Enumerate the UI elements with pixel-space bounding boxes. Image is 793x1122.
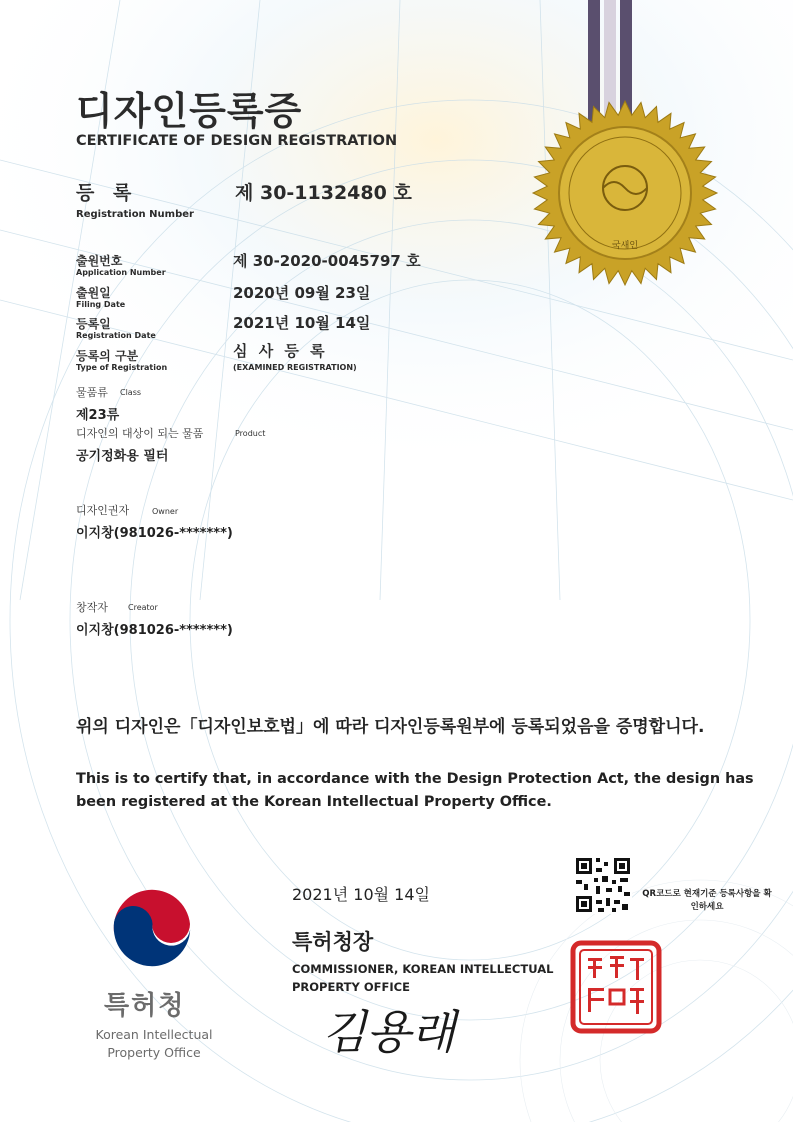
gold-seal <box>530 98 720 288</box>
owner-label: 디자인권자 <box>76 504 130 517</box>
class-label: 물품류 <box>76 386 108 399</box>
creator-value: 이지창(981026-*******) <box>76 623 233 638</box>
issue-date: 2021년 10월 14일 <box>292 885 430 904</box>
reg-date-label: 등록일 <box>76 317 111 331</box>
qr-code-icon[interactable] <box>574 856 632 914</box>
commissioner-english: COMMISSIONER, KOREAN INTELLECTUAL PROPERTY OFFICE <box>292 962 554 994</box>
official-stamp <box>570 940 662 1034</box>
owner-label-en: Owner <box>152 507 179 516</box>
certify-english: This is to certify that, in accordance with the Design Protection Act, the design has been registered at the Korean Intellectual Property Office. <box>76 771 754 810</box>
signature <box>318 996 488 1066</box>
svg-text:김용래: 김용래 <box>322 1005 456 1059</box>
commissioner-korean: 특허청장 <box>292 930 374 954</box>
title-korean: 디자인등록증 <box>76 89 303 133</box>
class-value: 제23류 <box>76 408 120 423</box>
filing-label-en: Filing Date <box>76 300 126 309</box>
title-english: CERTIFICATE OF DESIGN REGISTRATION <box>76 133 398 149</box>
registration-label-en: Registration Number <box>76 209 194 220</box>
kipo-logo-icon <box>104 880 200 976</box>
product-value: 공기정화용 필터 <box>76 449 169 464</box>
filing-label: 출원일 <box>76 286 111 300</box>
seal-text: 국새인 <box>611 241 639 251</box>
product-label: 디자인의 대상이 되는 물품 <box>76 427 204 440</box>
kipo-english: Korean Intellectual Property Office <box>95 1027 213 1060</box>
registration-date: 2021년 10월 14일 <box>233 314 371 332</box>
svg-text:특허청장의인: 특허청장의인 <box>613 1028 619 1029</box>
creator-label: 창작자 <box>76 601 108 614</box>
registration-number: 제 30-1132480 호 <box>235 182 412 204</box>
owner-value: 이지창(981026-*******) <box>76 526 233 541</box>
creator-label-en: Creator <box>128 603 158 612</box>
reg-type-value: 심 사 등 록 <box>233 342 328 360</box>
reg-type-label-en: Type of Registration <box>76 363 168 372</box>
kipo-korean: 특허청 <box>104 991 186 1021</box>
qr-note: QR코드로 현재기준 등록사항을 확인하세요 <box>642 889 772 912</box>
certify-korean: 위의 디자인은「디자인보호법」에 따라 디자인등록원부에 등록되었음을 증명합니다. <box>76 717 705 737</box>
registration-label: 등 록 <box>76 182 138 204</box>
class-label-en: Class <box>120 388 142 397</box>
reg-date-label-en: Registration Date <box>76 331 156 340</box>
filing-date: 2020년 09월 23일 <box>233 284 371 302</box>
reg-type-value-en: (EXAMINED REGISTRATION) <box>233 363 357 372</box>
application-label-en: Application Number <box>76 268 166 277</box>
reg-type-label: 등록의 구분 <box>76 349 139 363</box>
product-label-en: Product <box>235 429 266 438</box>
application-label: 출원번호 <box>76 254 123 268</box>
application-number: 제 30-2020-0045797 호 <box>233 252 421 270</box>
